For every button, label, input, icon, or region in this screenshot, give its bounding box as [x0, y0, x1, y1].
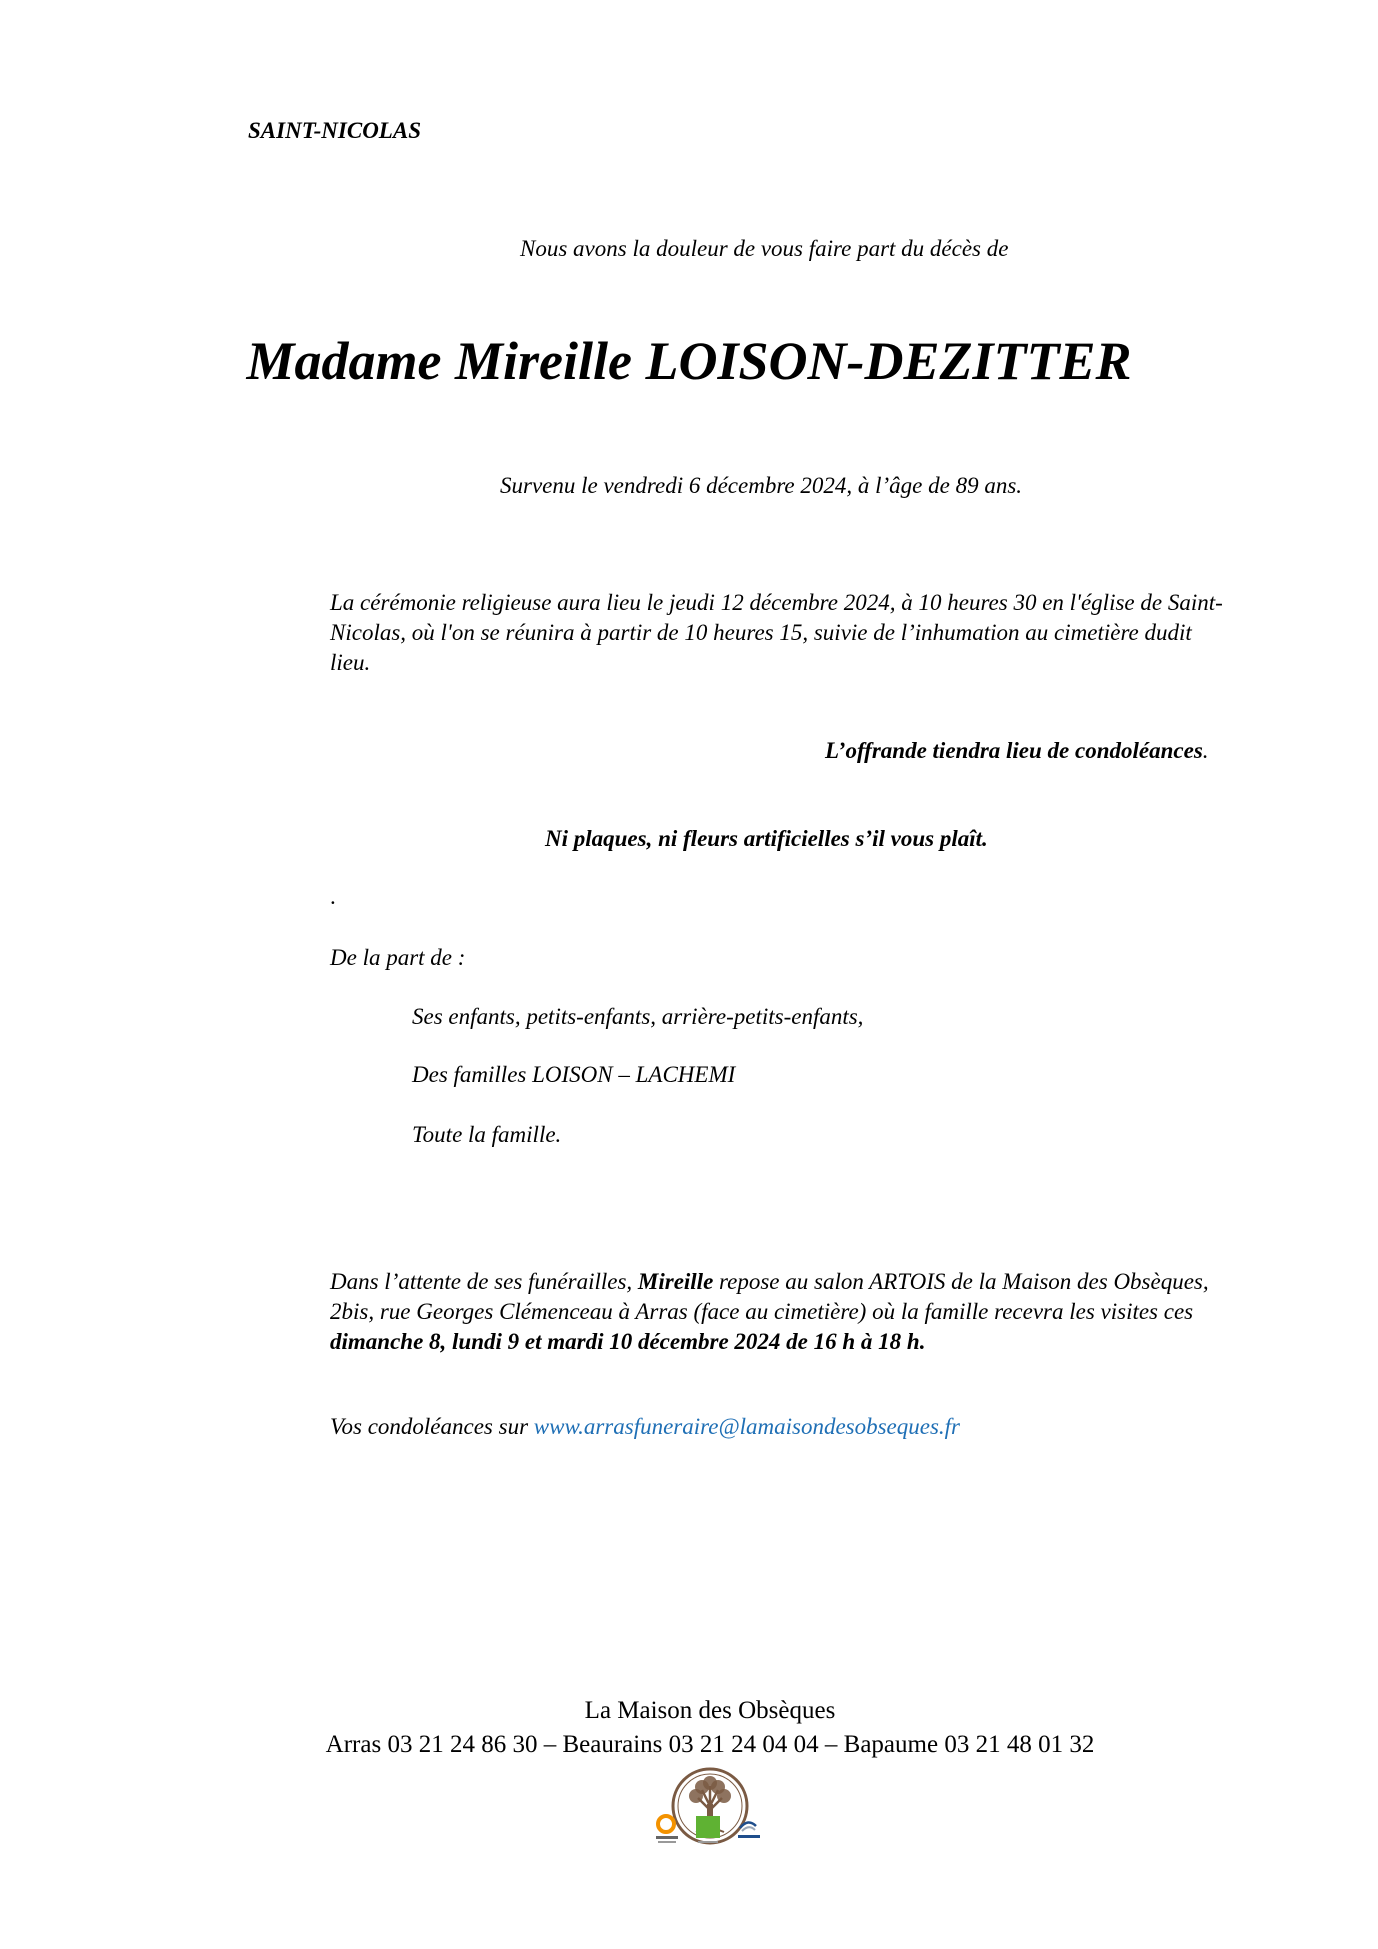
no-flowers-line: Ni plaques, ni fleurs artificielles s’il vous plaît.: [545, 826, 988, 851]
visitation-text-2: repose au salon ARTOIS de la Maison des Obsèques, 2bis, rue Georges Clémenceau à Arras (face au cimetière) où la famille recevra les visites ces: [330, 1269, 1209, 1324]
visitation-paragraph: [330, 1267, 1230, 1357]
deceased-name: Madame Mireille LOISON-DEZITTER: [246, 331, 1132, 391]
offering-line: [825, 738, 1209, 764]
partner-logo-mutac-icon: [738, 1822, 760, 1838]
passing-date-line: Survenu le vendredi 6 décembre 2024, à l’âge de 89 ans.: [500, 473, 1023, 498]
stray-dot: .: [330, 884, 336, 909]
footer-phone-numbers: Arras 03 21 24 86 30 – Beaurains 03 21 24 04 04 – Bapaume 03 21 48 01 32: [325, 1731, 1095, 1758]
condolences-label: Vos condoléances sur: [330, 1414, 534, 1439]
footer-company-name: La Maison des Obsèques: [584, 1697, 836, 1724]
partner-logos: [652, 1804, 772, 1852]
ceremony-paragraph: La cérémonie religieuse aura lieu le jeudi 12 décembre 2024, à 10 heures 30 en l'église de Saint-Nicolas, où l'on se réunira à partir de 10 heures 15, suivie de l’inhumation au cimetière dudit lieu.: [330, 590, 1223, 675]
condolences-line: [330, 1414, 960, 1440]
condolences-link[interactable]: www.arrasfuneraire@lamaisondesobseques.fr: [533, 1414, 961, 1439]
offering-period: .: [1202, 738, 1209, 763]
intro-line: Nous avons la douleur de vous faire part du décès de: [520, 236, 1009, 261]
visitation-text-1: Dans l’attente de ses funérailles,: [330, 1269, 638, 1294]
partner-logo-green-icon: [696, 1816, 720, 1843]
family-line: Des familles LOISON – LACHEMI: [412, 1062, 736, 1087]
family-line: Ses enfants, petits-enfants, arrière-petits-enfants,: [412, 1004, 864, 1029]
offering-text: L’offrande tiendra lieu de condoléances: [825, 738, 1203, 763]
from-label: De la part de :: [330, 945, 466, 970]
visitation-dates: dimanche 8, lundi 9 et mardi 10 décembre 2024 de 16 h à 18 h.: [330, 1329, 926, 1354]
family-line: Toute la famille.: [412, 1122, 562, 1147]
visitation-name: Mireille: [637, 1269, 714, 1294]
location-heading: SAINT-NICOLAS: [248, 118, 421, 143]
partner-logo-orange-icon: [656, 1816, 678, 1843]
